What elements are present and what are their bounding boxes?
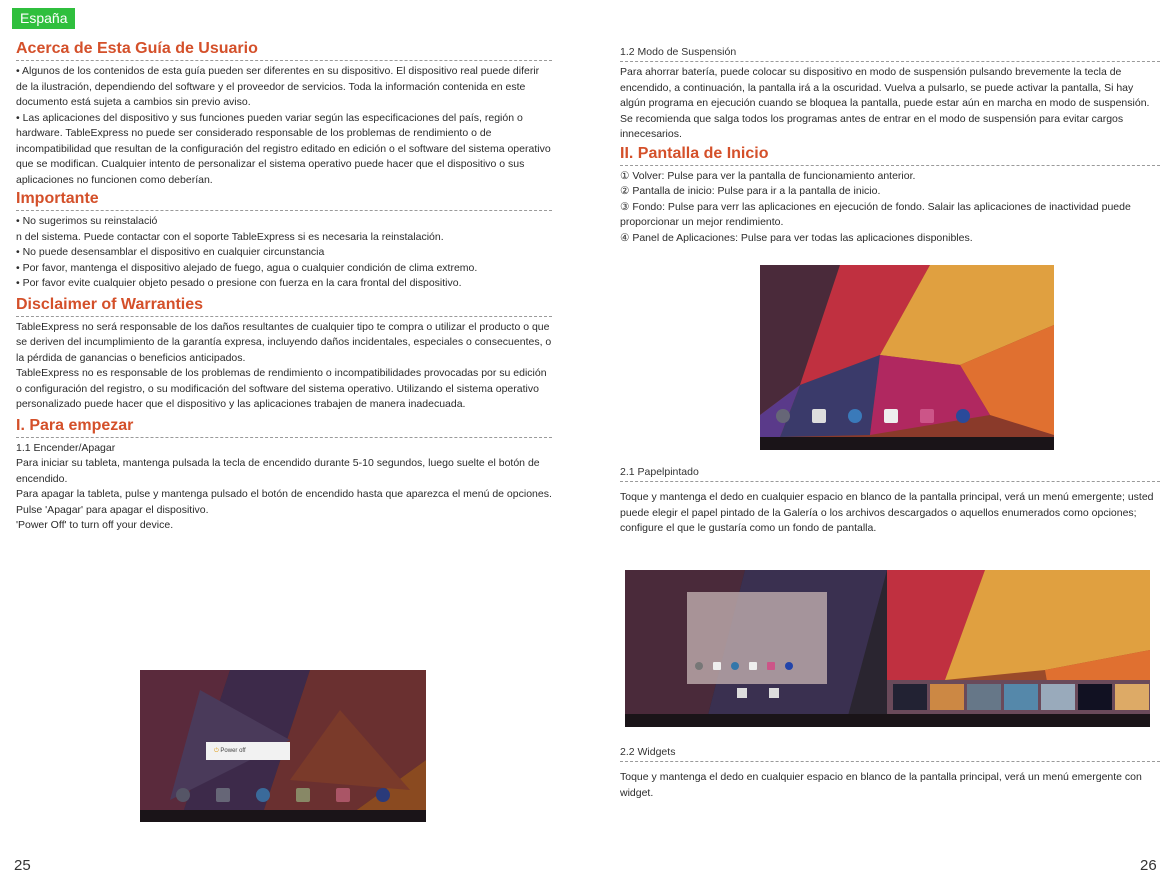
subheading-widgets: 2.2 Widgets: [620, 746, 1160, 762]
heading-user-guide: Acerca de Esta Guía de Usuario: [16, 40, 552, 61]
wallpaper-thumbnail[interactable]: [967, 684, 1001, 710]
wallpaper-screenshot: [625, 570, 1150, 727]
page-number: 25: [14, 857, 31, 874]
wallpaper-thumbnail[interactable]: [893, 684, 927, 710]
settings-icon: [176, 788, 190, 802]
heading-home-screen: II. Pantalla de Inicio: [620, 145, 1160, 166]
heading-disclaimer: Disclaimer of Warranties: [16, 296, 552, 317]
preview-dock: [695, 662, 793, 670]
list-item: ④ Panel de Aplicaciones: Pulse para ver todas las aplicaciones disponibles.: [620, 231, 973, 244]
camera-icon: [812, 409, 826, 423]
app-dock: [176, 788, 390, 802]
list-item: ③ Fondo: Pulse para verr las aplicaciones en ejecución de fondo. Salair las aplicaciones de inactividad puede proporcionar un mejor rendimiento.: [620, 200, 1131, 228]
power-icon: ⏻: [214, 748, 221, 754]
play-store-icon: [884, 409, 898, 423]
home-preview-card: [687, 592, 827, 684]
list-item: ① Volver: Pulse para ver la pantalla de funcionamiento anterior.: [620, 169, 916, 182]
wallpaper-thumbnail[interactable]: [1004, 684, 1038, 710]
music-icon: [956, 409, 970, 423]
play-store-icon: [296, 788, 310, 802]
gallery-icon: [920, 409, 934, 423]
app-icon: [695, 662, 703, 670]
wallpapers-option-icon[interactable]: [737, 688, 747, 698]
paragraph: • Algunos de los contenidos de esta guía pueden ser diferentes en su dispositivo. El dispositivo real puede diferir de la ilustración, dependiendo del software y el proveedor de servicios. Toda la información contenida en este documento está sujeta a cambios sin previo aviso.: [16, 65, 540, 108]
wallpaper-thumbnail[interactable]: [1078, 684, 1112, 710]
app-dock: [776, 409, 970, 423]
camera-icon: [216, 788, 230, 802]
paragraph: Toque y mantenga el dedo en cualquier espacio en blanco de la pantalla principal, verá un menú emergente con widget.: [620, 771, 1142, 799]
app-icon: [713, 662, 721, 670]
paragraph: Para iniciar su tableta, mantenga pulsada la tecla de encendido durante 5-10 segundos, luego suelte el botón de encendido.: [16, 457, 540, 485]
music-icon: [376, 788, 390, 802]
subheading-power: 1.1 Encender/Apagar: [16, 441, 116, 454]
browser-icon: [256, 788, 270, 802]
app-icon: [785, 662, 793, 670]
settings-icon: [776, 409, 790, 423]
heading-important: Importante: [16, 190, 552, 211]
paragraph: • Por favor, mantenga el dispositivo alejado de fuego, agua o cualquier condición de clima extremo.: [16, 261, 478, 274]
power-off-screenshot: [140, 670, 426, 822]
paragraph: • No sugerimos su reinstalació: [16, 215, 158, 227]
browser-icon: [848, 409, 862, 423]
power-off-label: Power off: [220, 748, 246, 754]
home-screen-screenshot: [760, 265, 1054, 450]
language-tag: España: [12, 8, 75, 29]
paragraph: Para apagar la tableta, pulse y mantenga pulsado el botón de encendido hasta que aparezca el menú de opciones. Pulse 'Apagar' para apagar el dispositivo.: [16, 488, 552, 516]
paragraph: 'Power Off' to turn off your device.: [16, 519, 174, 531]
app-icon: [749, 662, 757, 670]
paragraph: TableExpress no es responsable de los problemas de rendimiento o incompatibilidades provocadas por su edición o configuración del registro, o su modificación del software del sistema operativo. Utilizando el sistema operativo personalizado puede hacer que el dispositivo y las aplicaciones trabajen de manera inadecuada.: [16, 367, 547, 410]
subheading-wallpaper: 2.1 Papelpintado: [620, 466, 1160, 482]
wallpaper-thumbnail[interactable]: [1041, 684, 1075, 710]
widgets-option-icon[interactable]: [769, 688, 779, 698]
app-icon: [767, 662, 775, 670]
paragraph: • Por favor evite cualquier objeto pesado o presione con fuerza en la cara frontal del dispositivo.: [16, 277, 462, 289]
paragraph: • Las aplicaciones del dispositivo y sus funciones pueden variar según las especificaciones del país, región o hardware. TableExpress no puede ser considerado responsable de los problemas de rendimiento o de incompatibilidad que resultan de la configuración del registro editado en edición o el software del sistema operativo que se modifican. Cualquier intento de personalizar el sistema operativo puede hacer que el dispositivo o sus aplicaciones no funcionen como deberían.: [16, 111, 551, 186]
heading-getting-started: I. Para empezar: [16, 417, 552, 438]
paragraph: TableExpress no será responsable de los daños resultantes de cualquier tipo te compra o utilizar el producto o que se deriven del incumplimiento de la garantía expresa, incluyendo daños incidentales, especiales o consecuentes, o la pérdida de ganancias o beneficios anticipados.: [16, 320, 552, 364]
wallpaper-thumbnail[interactable]: [1115, 684, 1149, 710]
paragraph: n del sistema. Puede contactar con el soporte TableExpress si es necesaria la reinstalación.: [16, 230, 444, 243]
gallery-icon: [336, 788, 350, 802]
list-item: ② Pantalla de inicio: Pulse para ir a la pantalla de inicio.: [620, 185, 881, 197]
wallpaper-thumbnail-strip: [893, 684, 1149, 710]
paragraph: Toque y mantenga el dedo en cualquier espacio en blanco de la pantalla principal, verá un menú emergente; usted puede elegir el papel pintado de la Galería o los archivos descargados o aquellos enumerados como opciones; configure el que le gustaría como un fondo de pantalla.: [620, 491, 1154, 534]
power-off-dialog: [206, 742, 290, 760]
page-number: 26: [1140, 857, 1157, 874]
wallpaper-thumbnail[interactable]: [930, 684, 964, 710]
paragraph: Para ahorrar batería, puede colocar su dispositivo en modo de suspensión pulsando brevemente la tecla de encendido, a continuación, la pantalla irá a la oscuridad. Vuelva a pulsarlo, se puede activar la pantalla, Si hay algún programa en ejecución cuando se bloquea la pantalla, puede estar aún en marcha en modo de suspensión. Se recomienda que salga todos los programas antes de entrar en el modo de suspensión para evitar cargos innecesarios.: [620, 66, 1150, 140]
paragraph: • No puede desensamblar el dispositivo en cualquier circunstancia: [16, 246, 325, 258]
app-icon: [731, 662, 739, 670]
subheading-sleep: 1.2 Modo de Suspensión: [620, 46, 1160, 62]
